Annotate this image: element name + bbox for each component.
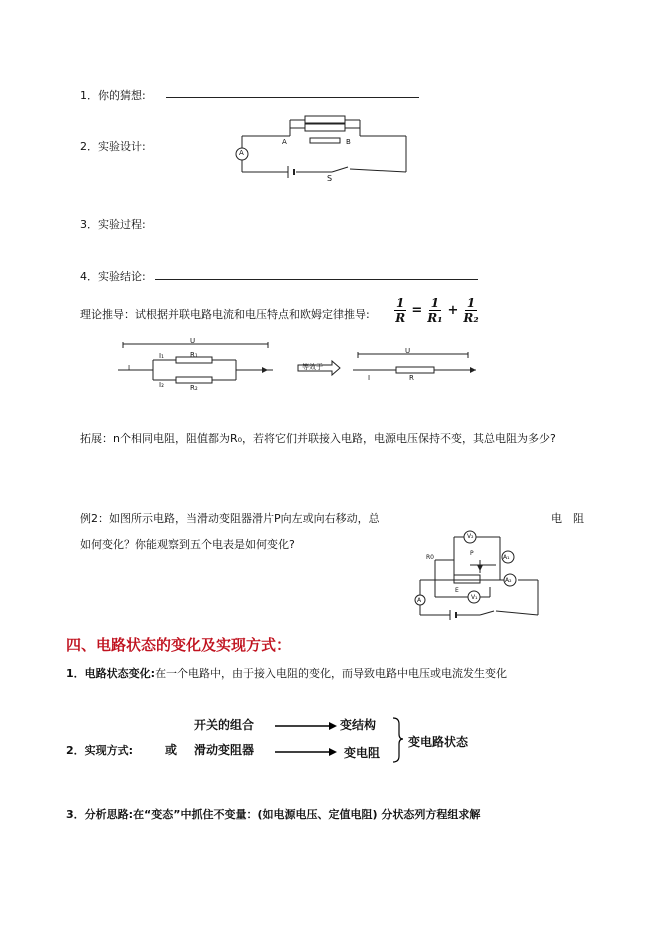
diagram-i1-label: I₁ <box>159 352 164 360</box>
formula-t1-den: R₁ <box>427 311 443 325</box>
change-resistance-label: 变电阻 <box>344 746 381 760</box>
section4-heading: 四、电路状态的变化及实现方式： <box>66 636 292 654</box>
diagram-r2-label: R₂ <box>190 384 198 392</box>
switch-combo-label: 开关的组合 <box>194 718 255 732</box>
circuit2-diagram <box>410 525 550 625</box>
item3-label: 3．实验过程: <box>80 218 146 231</box>
v1-meter-label: V₁ <box>471 594 478 601</box>
item1-answer-line <box>166 97 419 98</box>
item1-label: 1．你的猜想: <box>80 89 146 102</box>
circuit1-point-b: B <box>346 138 351 146</box>
example2-right-text: 电 阻 <box>551 512 584 525</box>
v2-meter-label: V₂ <box>467 533 474 540</box>
circuit1-switch-label: S <box>327 174 333 183</box>
formula-equals: = <box>411 303 423 318</box>
or-label: 或 <box>165 743 178 757</box>
diagram-u-label: U <box>190 337 196 345</box>
a1-meter-label: A₁ <box>503 554 510 561</box>
parallel-equivalent-diagram <box>118 340 478 390</box>
section4-item3 <box>66 806 480 822</box>
diagram-u2-label: U <box>405 347 411 355</box>
diagram-i-right-label: I <box>368 374 371 382</box>
example2-line2: 如何变化？你能观察到五个电表是如何变化? <box>80 538 295 551</box>
diagram-r-label: R <box>409 374 414 382</box>
slider-label: 滑动变阻器 <box>194 743 255 757</box>
formula-lhs-num: 1 <box>396 296 405 310</box>
equivalent-label: 等效于 <box>302 363 323 371</box>
slider-p-label: P <box>470 550 474 557</box>
circuit1-diagram <box>230 110 410 182</box>
extension-question: 拓展：n个相同电阻，阻值都为R₀，若将它们并联接入电路，电源电压保持不变，其总电阻为多少? <box>80 432 556 445</box>
section4-item1 <box>66 665 507 681</box>
change-structure-label: 变结构 <box>340 718 377 732</box>
diagram-i2-label: I₂ <box>159 381 164 389</box>
item4-answer-line <box>155 279 478 280</box>
item2-label: 2．实验设计: <box>80 140 146 153</box>
change-state-label: 变电路状态 <box>408 735 469 749</box>
formula-lhs-den: R <box>395 311 406 325</box>
diagram-r1-label: R₁ <box>190 351 198 359</box>
circuit1-point-a: A <box>282 138 287 146</box>
r0-label: R0 <box>426 554 434 561</box>
a-meter-label: A <box>417 597 422 604</box>
item4-label: 4．实验结论: <box>80 270 146 283</box>
ammeter-a-label: A <box>239 149 244 157</box>
item3-text: 在“变态”中抓住不变量：(如电源电压、定值电阻) 分状态列方程组求解 <box>133 808 481 821</box>
theory-text: 理论推导：试根据并联电路电流和电压特点和欧姆定律推导: <box>80 308 370 321</box>
formula-plus: + <box>447 303 459 318</box>
section4-item2-label: 2．实现方式: <box>66 744 134 757</box>
formula-t1-num: 1 <box>430 296 440 310</box>
item1-bold-label: 1．电路状态变化: <box>66 667 156 680</box>
example2-line1: 例2：如图所示电路，当滑动变阻器滑片P向左或向右移动，总 <box>80 512 380 525</box>
formula-t2-den: R₂ <box>463 311 479 325</box>
item3-bold-label: 3．分析思路: <box>66 808 134 821</box>
formula-t2-num: 1 <box>466 296 476 310</box>
parallel-resistance-formula <box>392 296 481 325</box>
e-label: E <box>455 587 459 594</box>
a2-meter-label: A₂ <box>505 577 512 584</box>
item1-text: 在一个电路中，由于接入电阻的变化，而导致电路中电压或电流发生变化 <box>155 667 508 680</box>
diagram-i-label: I <box>128 364 131 372</box>
